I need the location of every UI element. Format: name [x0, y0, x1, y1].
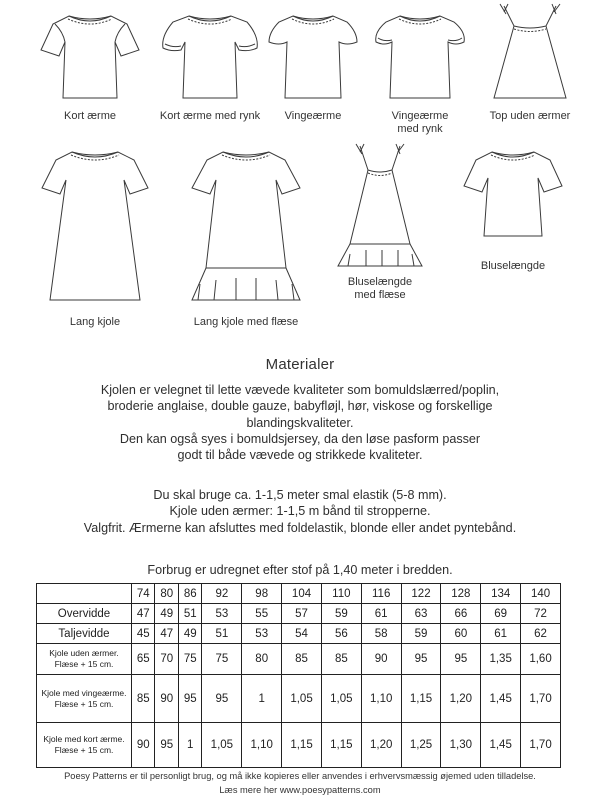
variant-label: Lang kjole — [69, 316, 121, 328]
variant-lang-kjole-med-flaese — [176, 144, 316, 329]
table-cell: 75 — [202, 644, 242, 675]
table-cell: 1,05 — [202, 723, 242, 768]
table-cell: 85 — [282, 644, 322, 675]
variant-kort-aerme-med-rynk — [150, 2, 270, 123]
website-line: Læs mere her www.poesypatterns.com — [219, 785, 381, 795]
table-cell: 95 — [202, 675, 242, 723]
table-cell: 59 — [321, 604, 361, 624]
table-cell: 1,20 — [361, 723, 401, 768]
size-header: 116 — [361, 584, 401, 604]
table-cell: 51 — [178, 604, 201, 624]
table-cell: 69 — [481, 604, 521, 624]
size-header: 74 — [132, 584, 155, 604]
table-header-row — [37, 584, 561, 604]
size-header: 92 — [202, 584, 242, 604]
variant-label: Kort ærme med rynk — [159, 110, 261, 122]
size-table — [36, 583, 561, 768]
table-cell: 56 — [321, 624, 361, 644]
table-cell: 1,45 — [481, 675, 521, 723]
size-header: 86 — [178, 584, 201, 604]
row-label: Kjole med kort ærme. Flæse + 15 cm. — [37, 723, 132, 768]
table-cell: 1 — [242, 675, 282, 723]
table-cell: 1,10 — [361, 675, 401, 723]
row-label: Taljevidde — [37, 624, 132, 644]
variant-label: Lang kjole med flæse — [193, 316, 299, 328]
flutter-sleeve-top-illustration — [263, 2, 363, 102]
table-row — [37, 624, 561, 644]
materials-paragraph-2 — [20, 487, 580, 536]
table-cell: 45 — [132, 624, 155, 644]
variant-vingeaerme-med-rynk — [360, 2, 480, 136]
variant-label: Bluselængde med flæse — [347, 276, 413, 301]
size-header: 122 — [401, 584, 441, 604]
size-header: 98 — [242, 584, 282, 604]
table-cell: 95 — [401, 644, 441, 675]
table-cell: 1,10 — [242, 723, 282, 768]
table-cell: 51 — [202, 624, 242, 644]
table-cell: 70 — [155, 644, 178, 675]
table-cell: 1,70 — [521, 675, 561, 723]
row-label: Overvidde — [37, 604, 132, 624]
variant-label: Kort ærme — [64, 110, 116, 122]
table-cell: 95 — [178, 675, 201, 723]
table-cell: 80 — [242, 644, 282, 675]
size-header: 134 — [481, 584, 521, 604]
text-line: Kjolen er velegnet til lette vævede kvaliteter som bomuldslærred/poplin, — [100, 383, 500, 397]
long-dress-illustration — [30, 144, 160, 304]
table-cell: 49 — [155, 604, 178, 624]
table-cell: 90 — [361, 644, 401, 675]
table-cell: 75 — [178, 644, 201, 675]
table-cell: 53 — [202, 604, 242, 624]
variant-lang-kjole — [30, 144, 160, 329]
size-header: 110 — [321, 584, 361, 604]
variant-kort-aerme — [30, 2, 150, 123]
table-cell: 85 — [321, 644, 361, 675]
table-cell: 1,25 — [401, 723, 441, 768]
table-cell: 54 — [282, 624, 322, 644]
table-cell: 1,45 — [481, 723, 521, 768]
table-cell: 1,15 — [282, 723, 322, 768]
table-cell: 47 — [132, 604, 155, 624]
table-cell: 57 — [282, 604, 322, 624]
table-cell: 58 — [361, 624, 401, 644]
table-cell: 1,15 — [321, 723, 361, 768]
text-line: godt til både vævede og strikkede kvaliteter. — [177, 448, 423, 463]
table-cell: 60 — [441, 624, 481, 644]
table-cell: 66 — [441, 604, 481, 624]
table-cell: 90 — [155, 675, 178, 723]
table-cell: 90 — [132, 723, 155, 768]
materials-title: Materialer — [265, 356, 335, 373]
table-cell: 1,20 — [441, 675, 481, 723]
table-cell: 1,05 — [282, 675, 322, 723]
text-line: blandingskvaliteter. — [246, 415, 354, 430]
table-row — [37, 675, 561, 723]
table-cell: 59 — [401, 624, 441, 644]
table-cell: 63 — [401, 604, 441, 624]
text-line: Valgfrit. Ærmerne kan afsluttes med foldelastik, blonde eller andet pyntebånd. — [83, 520, 517, 535]
table-cell: 95 — [155, 723, 178, 768]
table-corner-cell — [37, 584, 132, 604]
size-header: 128 — [441, 584, 481, 604]
blouse-with-ruffle-illustration — [320, 140, 440, 270]
materials-paragraph-1 — [20, 382, 580, 463]
sleeveless-top-illustration — [480, 2, 580, 102]
table-cell: 53 — [242, 624, 282, 644]
table-cell: 1 — [178, 723, 201, 768]
text-line: broderie anglaise, double gauze, babyfløjl, hør, viskose og forskellige — [107, 399, 493, 414]
table-cell: 1,60 — [521, 644, 561, 675]
table-cell: 1,30 — [441, 723, 481, 768]
table-row — [37, 723, 561, 768]
row-label: Kjole med vingeærme. Flæse + 15 cm. — [37, 675, 132, 723]
table-cell: 72 — [521, 604, 561, 624]
variant-bluselaengde — [448, 144, 578, 273]
table-cell: 1,05 — [321, 675, 361, 723]
table-cell: 1,15 — [401, 675, 441, 723]
variant-label: Bluselængde — [480, 260, 546, 272]
size-header: 104 — [282, 584, 322, 604]
variant-label: Vingeærme med rynk — [391, 110, 449, 135]
table-cell: 1,35 — [481, 644, 521, 675]
long-dress-with-ruffle-illustration — [176, 144, 316, 304]
row-label: Kjole uden ærmer. Flæse + 15 cm. — [37, 644, 132, 675]
table-cell: 95 — [441, 644, 481, 675]
variant-vingeaerme — [258, 2, 368, 123]
text-line: Du skal bruge ca. 1-1,5 meter smal elastik (5-8 mm). — [153, 488, 447, 502]
table-row — [37, 604, 561, 624]
table-cell: 61 — [361, 604, 401, 624]
gathered-short-sleeve-top-illustration — [155, 2, 265, 102]
variant-bluselaengde-med-flaese — [320, 140, 440, 302]
table-cell: 85 — [132, 675, 155, 723]
copyright-notice: Poesy Patterns er til personligt brug, og må ikke kopieres eller anvendes i erhvervsmæssig øjemed uden tilladelse. — [64, 771, 536, 781]
gathered-flutter-sleeve-top-illustration — [370, 2, 470, 102]
variant-label: Vingeærme — [284, 110, 342, 122]
text-line: Kjole uden ærmer: 1-1,5 m bånd til stropperne. — [169, 504, 431, 519]
variant-top-uden-aermer — [470, 2, 590, 123]
table-row — [37, 644, 561, 675]
table-cell: 55 — [242, 604, 282, 624]
table-cell: 47 — [155, 624, 178, 644]
table-cell: 61 — [481, 624, 521, 644]
table-cell: 62 — [521, 624, 561, 644]
table-cell: 1,70 — [521, 723, 561, 768]
text-line: Den kan også syes i bomuldsjersey, da den løse pasform passer — [119, 431, 481, 446]
size-header: 80 — [155, 584, 178, 604]
table-cell: 65 — [132, 644, 155, 675]
blouse-illustration — [458, 144, 568, 244]
table-caption: Forbrug er udregnet efter stof på 1,40 meter i bredden. — [147, 563, 453, 577]
table-cell: 49 — [178, 624, 201, 644]
size-header: 140 — [521, 584, 561, 604]
variant-label: Top uden ærmer — [489, 110, 571, 122]
short-sleeve-top-illustration — [35, 2, 145, 102]
